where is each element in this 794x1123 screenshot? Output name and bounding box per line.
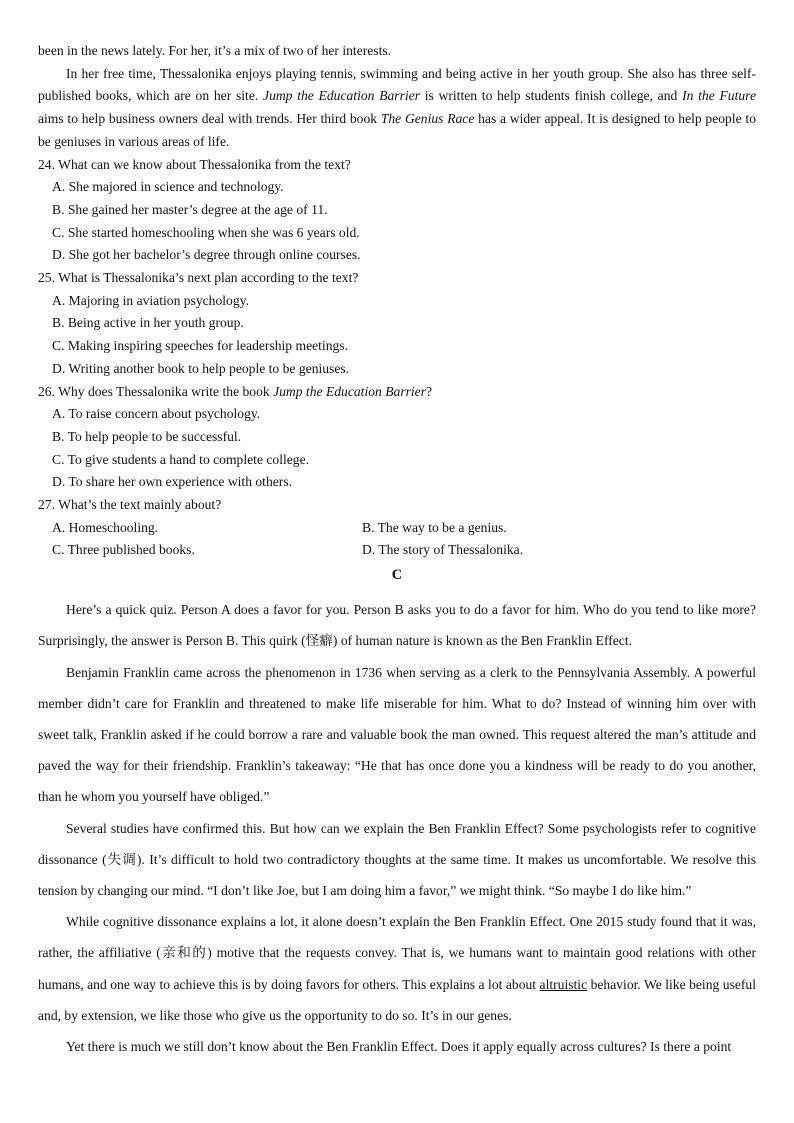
passage-c-paragraph-5: Yet there is much we still don’t know about the Ben Franklin Effect. Does it apply equally across cultures? Is there a point bbox=[66, 1039, 732, 1055]
question-26 bbox=[38, 381, 756, 495]
option-a: A. Homeschooling. bbox=[52, 519, 159, 535]
passage-c bbox=[38, 594, 756, 1062]
question-24 bbox=[38, 154, 756, 268]
book-title-jump: Jump the Education Barrier bbox=[273, 383, 426, 399]
option-c: C. Making inspiring speeches for leadership meetings. bbox=[52, 338, 348, 354]
question-stem: 26. Why does Thessalonika write the book Jump the Education Barrier? bbox=[38, 383, 433, 399]
option-c: C. To give students a hand to complete college. bbox=[52, 451, 310, 467]
option-a: A. To raise concern about psychology. bbox=[52, 406, 261, 422]
section-heading-c: C bbox=[391, 567, 403, 584]
option-c: C. She started homeschooling when she was 6 years old. bbox=[52, 224, 360, 240]
option-b: B. She gained her master’s degree at the age of 11. bbox=[52, 201, 328, 217]
options-row-1 bbox=[38, 517, 756, 540]
option-a: A. Majoring in aviation psychology. bbox=[52, 292, 249, 308]
option-d: D. The story of Thessalonika. bbox=[362, 542, 524, 558]
option-b: B. Being active in her youth group. bbox=[52, 315, 244, 331]
option-c: C. Three published books. bbox=[52, 542, 195, 558]
document-page bbox=[38, 40, 756, 1062]
passage-c-paragraph-2: Benjamin Franklin came across the phenomenon in 1736 when serving as a clerk to the Pennsylvania Assembly. A powerful member didn’t care for Franklin and threatened to make life miserable for him. What to do? Instead of winning him over with sweet talk, Franklin asked if he could borrow a rare and valuable book the man owned. This request altered the man’s attitude and paved the way for their friendship. Franklin’s takeaway: “He that has once done you a kindness will be ready to do you another, than he whom you yourself have obliged.” bbox=[38, 664, 756, 805]
option-b: B. To help people to be successful. bbox=[52, 428, 242, 444]
option-d: D. Writing another book to help people to be geniuses. bbox=[52, 360, 350, 376]
book-title-future: In the Future bbox=[682, 88, 756, 104]
book-title-genius: The Genius Race bbox=[380, 111, 475, 127]
question-stem: 24. What can we know about Thessalonika from the text? bbox=[38, 156, 351, 172]
question-stem: 27. What’s the text mainly about? bbox=[38, 497, 222, 513]
book-title-jump: Jump the Education Barrier bbox=[263, 88, 420, 104]
option-a: A. She majored in science and technology. bbox=[52, 179, 284, 195]
question-stem: 25. What is Thessalonika’s next plan according to the text? bbox=[38, 270, 359, 286]
option-b: B. The way to be a genius. bbox=[362, 519, 507, 535]
passage-c-paragraph-3: Several studies have confirmed this. But how can we explain the Ben Franklin Effect? Some psychologists refer to cognitive dissonance (失调). It’s difficult to hold two contradictory thoughts at the same time. It makes us uncomfortable. We resolve this tension by changing our mind. “I don’t like Joe, but I am doing him a favor,” we might think. “So maybe I do like him.” bbox=[38, 820, 756, 898]
option-d: D. She got her bachelor’s degree through online courses. bbox=[52, 247, 361, 263]
underlined-word: altruistic bbox=[539, 976, 588, 992]
free-time-paragraph: In her free time, Thessalonika enjoys playing tennis, swimming and being active in her youth group. She also has three self-published books, which are on her site. Jump the Education Barrier is written to help students finish college, and In the Future aims to help business owners deal with trends. Her third book The Genius Race has a wider appeal. It is designed to help people to be geniuses in various areas of life. bbox=[38, 65, 756, 149]
intro-tail-text: been in the news lately. For her, it’s a mix of two of her interests. bbox=[38, 43, 392, 58]
question-25 bbox=[38, 267, 756, 381]
options-row-2 bbox=[38, 539, 756, 562]
passage-c-paragraph-4: While cognitive dissonance explains a lot, it alone doesn’t explain the Ben Franklin Effect. One 2015 study found that it was, rather, the affiliative (亲和的) motive that the requests convey. That is, we humans want to maintain good relations with other humans, and one way to achieve this is by doing favors for others. This explains a lot about altruistic behavior. We like being useful and, by extension, we like those who give us the opportunity to do so. It’s in our genes. bbox=[38, 914, 756, 1023]
passage-c-paragraph-1: Here’s a quick quiz. Person A does a favor for you. Person B asks you to do a favor for him. Who do you tend to like more? Surprisingly, the answer is Person B. This quirk (怪癖) of human nature is known as the Ben Franklin Effect. bbox=[38, 602, 756, 649]
question-27 bbox=[38, 494, 756, 562]
option-d: D. To share her own experience with others. bbox=[52, 474, 293, 490]
